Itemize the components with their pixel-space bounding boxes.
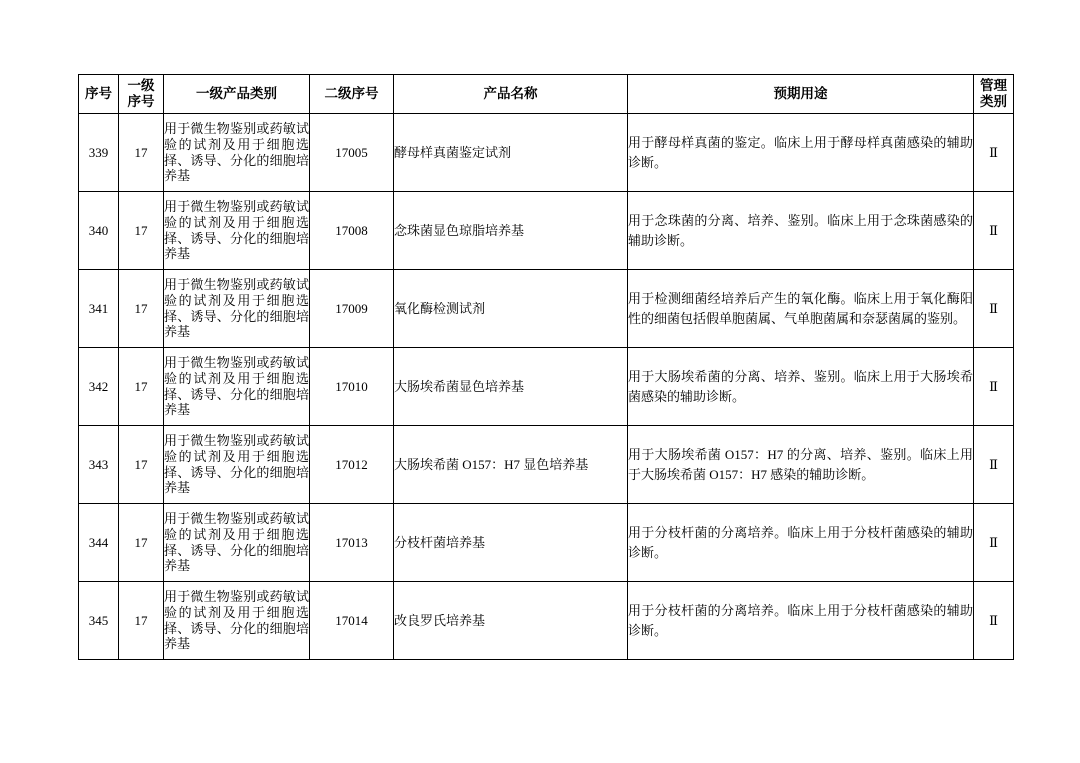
cell-product-name: 分枝杆菌培养基: [394, 504, 628, 582]
cell-level1-category: 用于微生物鉴别或药敏试验的试剂及用于细胞选择、诱导、分化的细胞培养基: [164, 504, 310, 582]
header-row: [79, 75, 1014, 114]
cell-product-name: 酵母样真菌鉴定试剂: [394, 114, 628, 192]
classification-table: [78, 74, 1014, 660]
cell-level2-no: 17010: [310, 348, 394, 426]
table-row: [79, 348, 1014, 426]
table-row: [79, 504, 1014, 582]
cell-management-class: Ⅱ: [974, 426, 1014, 504]
cell-serial: 343: [79, 426, 119, 504]
cell-serial: 340: [79, 192, 119, 270]
cell-intended-use: 用于念珠菌的分离、培养、鉴别。临床上用于念珠菌感染的辅助诊断。: [628, 192, 974, 270]
cell-intended-use: 用于检测细菌经培养后产生的氧化酶。临床上用于氧化酶阳性的细菌包括假单胞菌属、气单胞菌属和奈瑟菌属的鉴别。: [628, 270, 974, 348]
cell-management-class: Ⅱ: [974, 114, 1014, 192]
cell-serial: 344: [79, 504, 119, 582]
cell-level1-no: 17: [119, 426, 164, 504]
cell-management-class: Ⅱ: [974, 582, 1014, 660]
cell-level2-no: 17014: [310, 582, 394, 660]
cell-level2-no: 17013: [310, 504, 394, 582]
cell-management-class: Ⅱ: [974, 504, 1014, 582]
cell-level2-no: 17012: [310, 426, 394, 504]
cell-intended-use: 用于分枝杆菌的分离培养。临床上用于分枝杆菌感染的辅助诊断。: [628, 504, 974, 582]
cell-level2-no: 17008: [310, 192, 394, 270]
cell-level1-no: 17: [119, 582, 164, 660]
table-row: [79, 270, 1014, 348]
col-header-level1-category: 一级产品类别: [164, 75, 310, 114]
cell-management-class: Ⅱ: [974, 348, 1014, 426]
cell-level1-category: 用于微生物鉴别或药敏试验的试剂及用于细胞选择、诱导、分化的细胞培养基: [164, 192, 310, 270]
cell-product-name: 大肠埃希菌显色培养基: [394, 348, 628, 426]
cell-management-class: Ⅱ: [974, 270, 1014, 348]
col-header-intended-use: 预期用途: [628, 75, 974, 114]
cell-level1-no: 17: [119, 192, 164, 270]
cell-level2-no: 17005: [310, 114, 394, 192]
table-row: [79, 114, 1014, 192]
cell-level1-no: 17: [119, 270, 164, 348]
cell-level2-no: 17009: [310, 270, 394, 348]
col-header-serial: 序号: [79, 75, 119, 114]
table-row: [79, 582, 1014, 660]
cell-intended-use: 用于大肠埃希菌 O157：H7 的分离、培养、鉴别。临床上用于大肠埃希菌 O157：H7 感染的辅助诊断。: [628, 426, 974, 504]
col-header-product-name: 产品名称: [394, 75, 628, 114]
col-header-level1-no: 一级序号: [119, 75, 164, 114]
cell-level1-no: 17: [119, 504, 164, 582]
cell-product-name: 氧化酶检测试剂: [394, 270, 628, 348]
table-row: [79, 192, 1014, 270]
cell-level1-no: 17: [119, 114, 164, 192]
col-header-management-class: 管理类别: [974, 75, 1014, 114]
cell-intended-use: 用于大肠埃希菌的分离、培养、鉴别。临床上用于大肠埃希菌感染的辅助诊断。: [628, 348, 974, 426]
document-page: [78, 74, 1014, 660]
cell-intended-use: 用于酵母样真菌的鉴定。临床上用于酵母样真菌感染的辅助诊断。: [628, 114, 974, 192]
cell-serial: 345: [79, 582, 119, 660]
table-body: [79, 114, 1014, 660]
cell-serial: 341: [79, 270, 119, 348]
cell-product-name: 念珠菌显色琼脂培养基: [394, 192, 628, 270]
cell-serial: 342: [79, 348, 119, 426]
cell-management-class: Ⅱ: [974, 192, 1014, 270]
col-header-level2-no: 二级序号: [310, 75, 394, 114]
cell-serial: 339: [79, 114, 119, 192]
cell-intended-use: 用于分枝杆菌的分离培养。临床上用于分枝杆菌感染的辅助诊断。: [628, 582, 974, 660]
table-row: [79, 426, 1014, 504]
cell-product-name: 改良罗氏培养基: [394, 582, 628, 660]
table-header: [79, 75, 1014, 114]
cell-level1-no: 17: [119, 348, 164, 426]
cell-level1-category: 用于微生物鉴别或药敏试验的试剂及用于细胞选择、诱导、分化的细胞培养基: [164, 582, 310, 660]
cell-level1-category: 用于微生物鉴别或药敏试验的试剂及用于细胞选择、诱导、分化的细胞培养基: [164, 270, 310, 348]
cell-level1-category: 用于微生物鉴别或药敏试验的试剂及用于细胞选择、诱导、分化的细胞培养基: [164, 348, 310, 426]
cell-level1-category: 用于微生物鉴别或药敏试验的试剂及用于细胞选择、诱导、分化的细胞培养基: [164, 114, 310, 192]
cell-level1-category: 用于微生物鉴别或药敏试验的试剂及用于细胞选择、诱导、分化的细胞培养基: [164, 426, 310, 504]
cell-product-name: 大肠埃希菌 O157：H7 显色培养基: [394, 426, 628, 504]
